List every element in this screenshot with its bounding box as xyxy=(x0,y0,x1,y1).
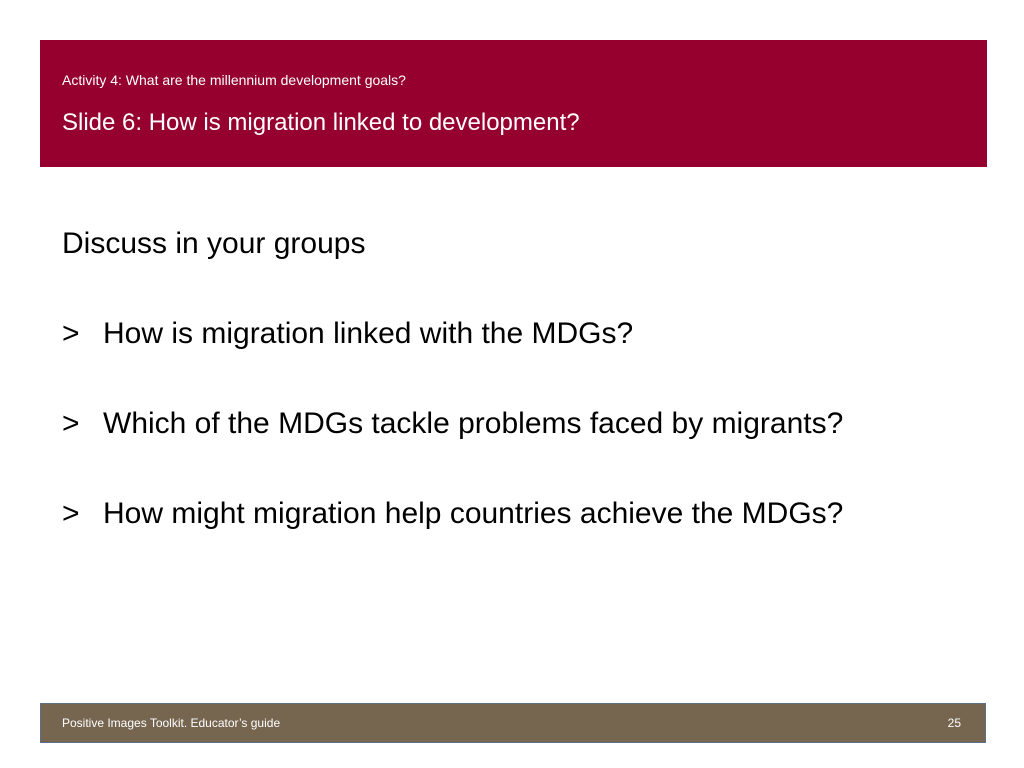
activity-subtitle: Activity 4: What are the millennium development goals? xyxy=(62,72,406,88)
intro-text: Discuss in your groups xyxy=(62,227,366,260)
bullet-marker: > xyxy=(62,497,80,530)
bullet-marker: > xyxy=(62,407,80,440)
slide-header xyxy=(40,40,987,167)
bullet-text: Which of the MDGs tackle problems faced by migrants? xyxy=(103,407,844,440)
page-number: 25 xyxy=(947,716,961,730)
bullet-item xyxy=(62,316,633,352)
bullet-text: How is migration linked with the MDGs? xyxy=(103,317,634,350)
bullet-item xyxy=(62,406,843,442)
bullet-marker: > xyxy=(62,317,80,350)
bullet-item xyxy=(62,496,843,532)
slide-title: Slide 6: How is migration linked to development? xyxy=(62,109,580,136)
slide-footer xyxy=(40,703,986,743)
slide-content xyxy=(62,226,992,530)
bullet-text: How might migration help countries achieve the MDGs? xyxy=(103,497,844,530)
footer-text: Positive Images Toolkit. Educator’s guide xyxy=(62,716,281,730)
